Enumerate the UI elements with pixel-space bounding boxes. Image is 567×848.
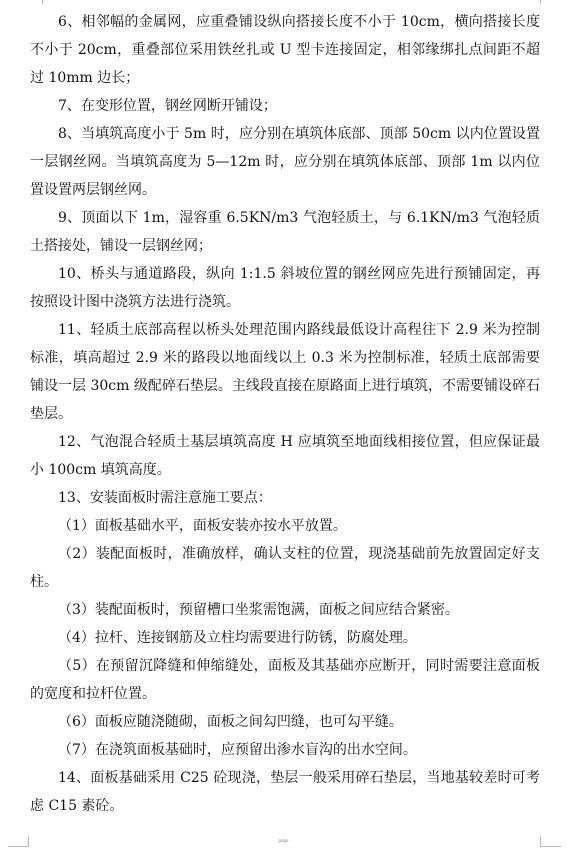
list-item: （1）面板基础水平，面板安装亦按水平放置。 — [58, 518, 347, 534]
paragraph: 13、安装面板时需注意施工要点： — [58, 490, 272, 506]
paragraph: 9、顶面以下 1m，湿容重 6.5KN/m3 气泡轻质土，与 6.1KN/m3 气泡轻质土搭接处，铺设一层钢丝网； — [30, 210, 540, 254]
list-item: （3）装配面板时，预留槽口坐浆需饱满，面板之间应结合紧密。 — [58, 602, 459, 618]
paragraph: 12、气泡混合轻质土基层填筑高度 H 应填筑至地面线相接位置，但应保证最小 100cm 填筑高度。 — [30, 434, 540, 478]
list-item: （2）装配面板时，准确放样，确认支柱的位置，现浇基础前先放置固定好支柱。 — [30, 546, 540, 590]
paragraph: 11、轻质土底部高程以桥头处理范围内路线最低设计高程往下 2.9 米为控制标准，填高超过 2.9 米的路段以地面线以上 0.3 米为控制标准，轻质土底部需要铺设一层 30cm 级配碎石垫层。主线段直接在原路面上进行填筑，不需要铺设碎石垫层。 — [30, 322, 540, 422]
paragraph: 8、当填筑高度小于 5m 时，应分别在填筑体底部、顶部 50cm 以内位置设置一层钢丝网。当填筑高度为 5—12m 时，应分别在填筑体底部、顶部 1m 以内位置设置两层钢丝网。 — [30, 126, 540, 198]
page-corner-mark — [28, 0, 43, 4]
paragraph: 10、桥头与通道路段，纵向 1:1.5 斜坡位置的钢丝网应先进行预铺固定，再按照设计图中浇筑方法进行浇筑。 — [30, 266, 540, 310]
list-item: （5）在预留沉降缝和伸缩缝处，面板及其基础亦应断开，同时需要注意面板的宽度和拉杆位置。 — [30, 658, 540, 702]
paragraph: 7、在变形位置，钢丝网断开铺设； — [58, 98, 277, 114]
list-item: （4）拉杆、连接钢筋及立柱均需要进行防锈，防腐处理。 — [58, 630, 417, 646]
page-footer: page — [278, 838, 289, 843]
list-item: （6）面板应随浇随砌，面板之间勾凹缝，也可勾平缝。 — [58, 714, 403, 730]
document-body — [30, 8, 540, 820]
page-corner-mark — [540, 0, 555, 4]
list-item: （7）在浇筑面板基础时，应预留出渗水盲沟的出水空间。 — [58, 742, 417, 758]
paragraph: 6、相邻幅的金属网，应重叠铺设纵向搭接长度不小于 10cm，横向搭接长度不小于 20cm，重叠部位采用铁丝扎或 U 型卡连接固定，相邻缘绑扎点间距不超过 10mm 边长； — [30, 14, 540, 86]
paragraph: 14、面板基础采用 C25 砼现浇，垫层一般采用碎石垫层，当地基较差时可考虑 C15 素砼。 — [30, 770, 540, 814]
